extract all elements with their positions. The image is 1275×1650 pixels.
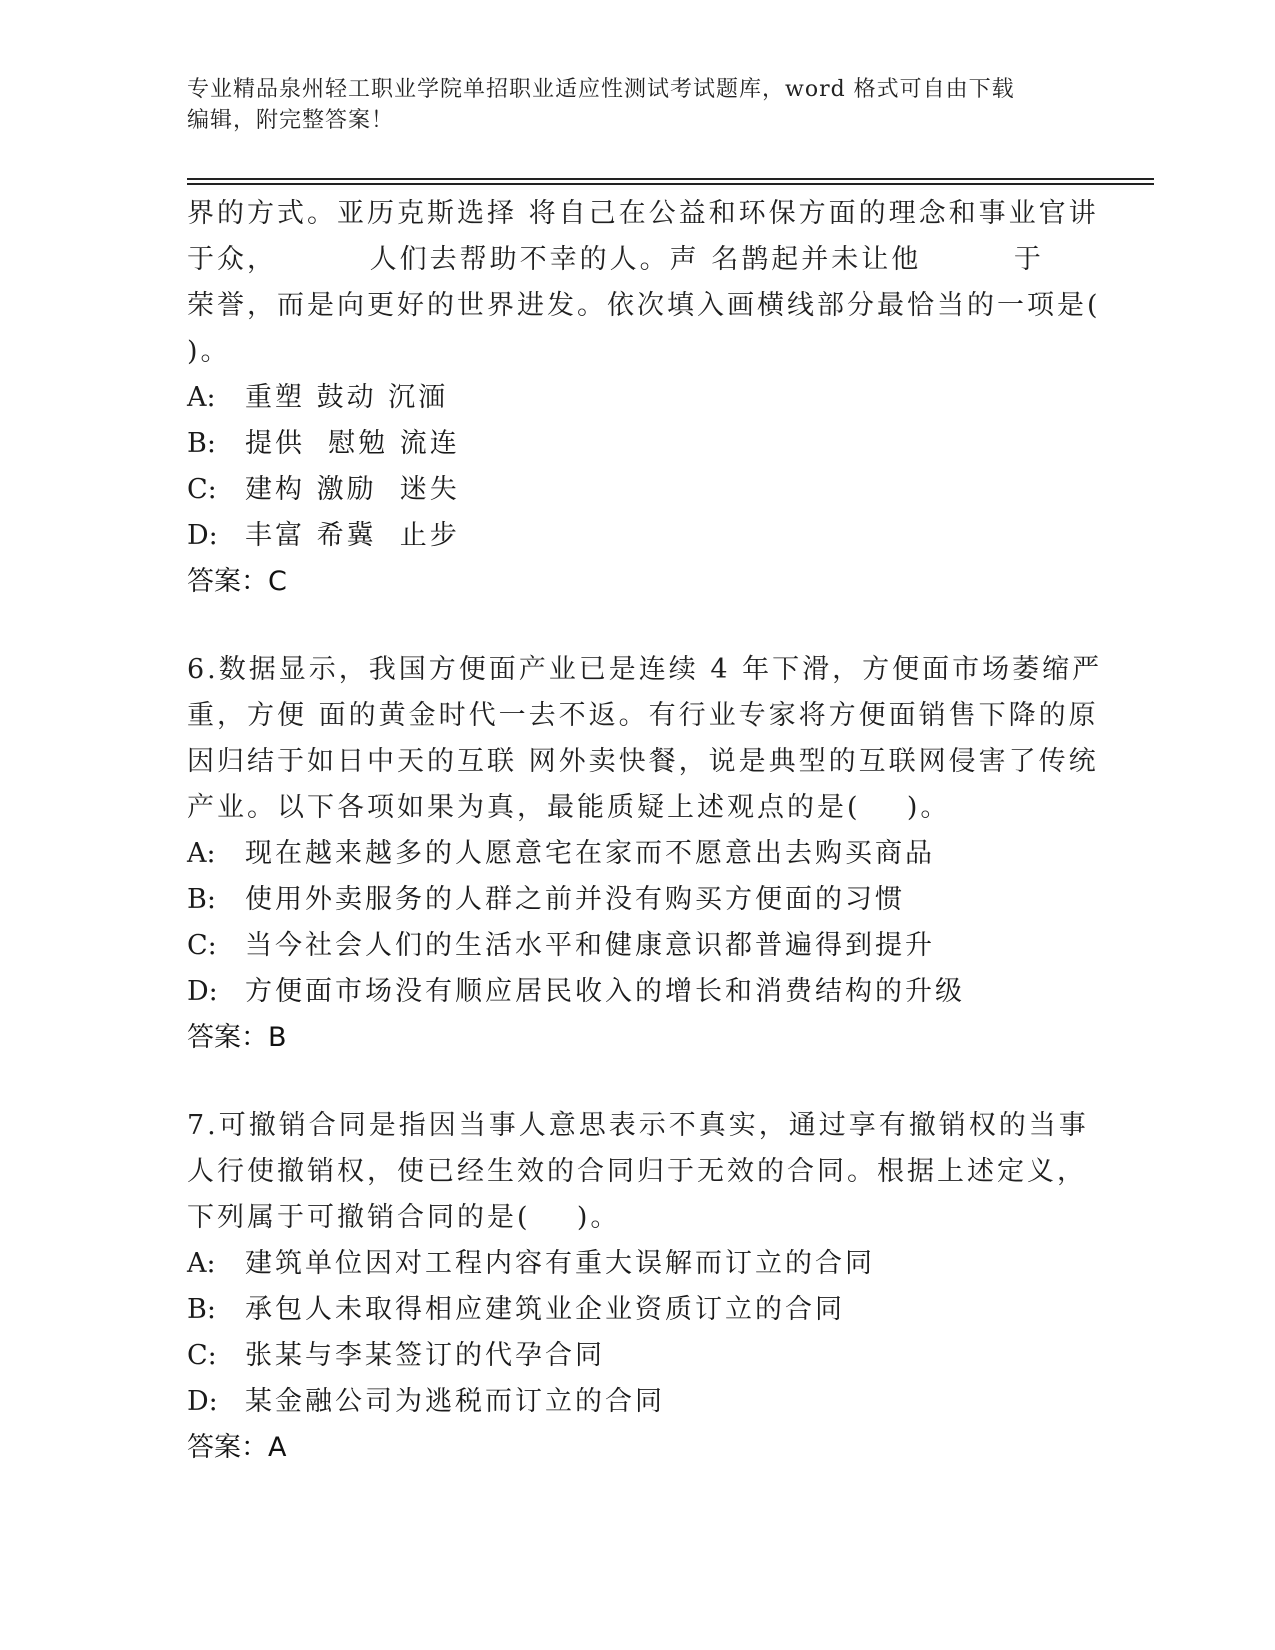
question-text-line: 产业。以下各项如果为真，最能质疑上述观点的是( )。 xyxy=(187,792,951,823)
header-divider-bottom xyxy=(187,183,1154,185)
option-b xyxy=(187,1287,1087,1333)
option-text: 提供 慰勉 流连 xyxy=(245,428,460,459)
option-key: B: xyxy=(187,884,216,915)
option-text: 张某与李某签订的代孕合同 xyxy=(245,1340,605,1371)
question-text-line: 下列属于可撤销合同的是( )。 xyxy=(187,1202,621,1233)
option-key: B: xyxy=(187,428,216,459)
option-key: C: xyxy=(187,930,217,961)
question-text-line: )。 xyxy=(187,336,231,367)
option-b xyxy=(187,421,1087,467)
option-a xyxy=(187,1241,1087,1287)
option-key: B: xyxy=(187,1294,216,1325)
option-c xyxy=(187,1333,1087,1379)
question-text-line: 7.可撤销合同是指因当事人意思表示不真实，通过享有撤销权的当事 xyxy=(187,1110,1089,1141)
question-text-line: 于众， 人们去帮助不幸的人。声 名鹊起并未让他 于 xyxy=(187,244,1044,275)
option-text: 重塑 鼓动 沉湎 xyxy=(245,382,449,413)
option-key: D: xyxy=(187,976,218,1007)
option-c xyxy=(187,467,1087,513)
option-text: 承包人未取得相应建筑业企业资质订立的合同 xyxy=(245,1294,845,1325)
page-header xyxy=(187,74,1067,136)
section-gap xyxy=(187,1061,1087,1103)
option-key: C: xyxy=(187,474,217,505)
document-body xyxy=(187,191,1103,1471)
header-line-1: 专业精品泉州轻工职业学院单招职业适应性测试考试题库，word 格式可自由下载 xyxy=(187,77,1015,102)
option-text: 建构 激励 迷失 xyxy=(245,474,460,505)
option-key: C: xyxy=(187,1340,217,1371)
option-b xyxy=(187,877,1087,923)
option-a xyxy=(187,375,1087,421)
answer-label: 答案：A xyxy=(187,1432,287,1463)
question-text-line: 因归结于如日中天的互联 网外卖快餐，说是典型的互联网侵害了传统 xyxy=(187,746,1099,777)
header-line-2: 编辑，附完整答案！ xyxy=(187,108,395,133)
option-text: 使用外卖服务的人群之前并没有购买方便面的习惯 xyxy=(245,884,905,915)
option-c xyxy=(187,923,1087,969)
question-text-line: 人行使撤销权，使已经生效的合同归于无效的合同。根据上述定义， xyxy=(187,1156,1087,1187)
option-d xyxy=(187,969,1087,1015)
option-key: A: xyxy=(187,382,216,413)
question-text-line: 荣誉，而是向更好的世界进发。依次填入画横线部分最恰当的一项是( xyxy=(187,290,1101,321)
option-text: 某金融公司为逃税而订立的合同 xyxy=(245,1386,665,1417)
option-d xyxy=(187,513,1087,559)
option-key: D: xyxy=(187,1386,218,1417)
question-7 xyxy=(187,1103,1087,1471)
section-gap xyxy=(187,605,1087,647)
option-text: 建筑单位因对工程内容有重大误解而订立的合同 xyxy=(245,1248,875,1279)
answer-label: 答案：C xyxy=(187,566,287,597)
option-key: D: xyxy=(187,520,218,551)
option-a xyxy=(187,831,1087,877)
option-key: A: xyxy=(187,1248,216,1279)
option-key: A: xyxy=(187,838,216,869)
question-text-line: 重，方便 面的黄金时代一去不返。有行业专家将方便面销售下降的原 xyxy=(187,700,1099,731)
option-text: 当今社会人们的生活水平和健康意识都普遍得到提升 xyxy=(245,930,935,961)
question-text-line: 6.数据显示，我国方便面产业已是连续 4 年下滑，方便面市场萎缩严 xyxy=(187,654,1103,685)
option-d xyxy=(187,1379,1087,1425)
question-6 xyxy=(187,647,1103,1061)
question-5 xyxy=(187,191,1101,605)
option-text: 方便面市场没有顺应居民收入的增长和消费结构的升级 xyxy=(245,976,965,1007)
answer-label: 答案：B xyxy=(187,1022,287,1053)
header-divider-top xyxy=(187,178,1154,180)
option-text: 丰富 希冀 止步 xyxy=(245,520,460,551)
option-text: 现在越来越多的人愿意宅在家而不愿意出去购买商品 xyxy=(245,838,935,869)
question-text-line: 界的方式。亚历克斯选择 将自己在公益和环保方面的理念和事业官讲 xyxy=(187,198,1099,229)
